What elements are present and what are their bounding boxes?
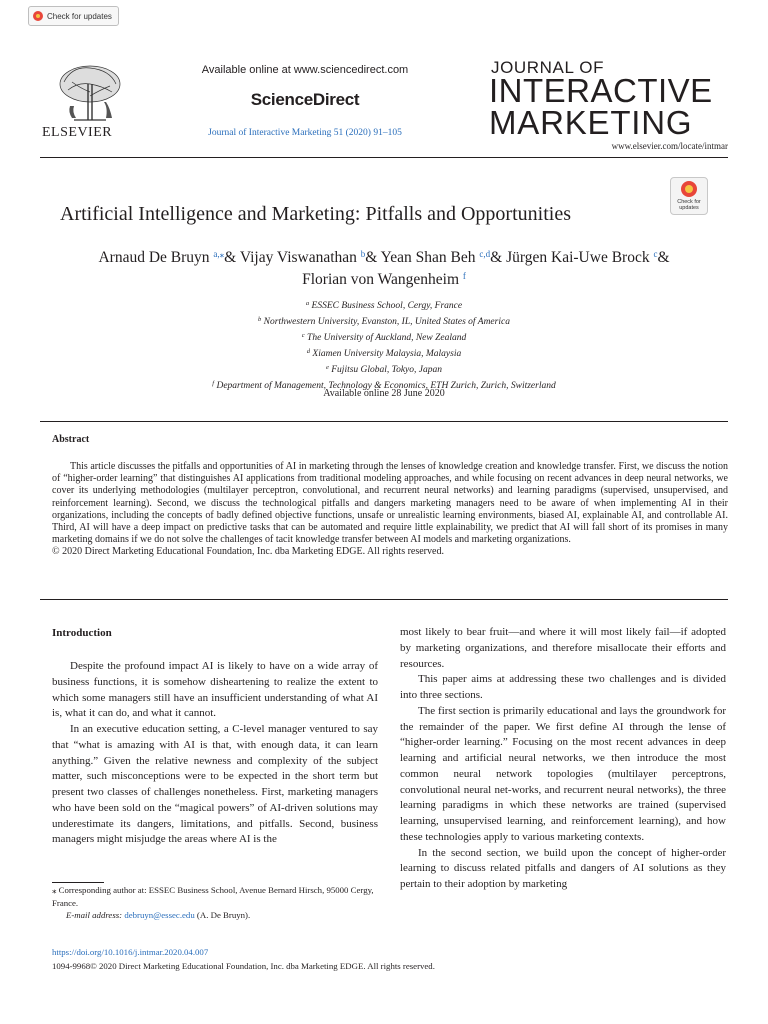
affiliation: $^e$ Fujitsu Global, Tokyo, Japan [325, 364, 442, 375]
author-affil-sup[interactable]: a,⁎ [213, 249, 225, 259]
available-online-link[interactable]: Available online at www.sciencedirect.com [201, 64, 409, 76]
paragraph: most likely to bear fruit—and where it will most likely fail—if adopted by marketing organizations, and therefore misallocate their efforts and resources. [400, 626, 726, 670]
author-separator: & [365, 249, 381, 266]
footnote [52, 884, 392, 922]
abstract-heading: Abstract [52, 434, 90, 445]
abstract-top-rule [40, 421, 728, 422]
author-name[interactable]: Yean Shan Beh [380, 249, 476, 266]
abstract-text: This article discusses the pitfalls and opportunities of AI in marketing through the lenses of knowledge creation and knowledge transfer. First, we discuss the notion of “higher-order learning” that distinguishes AI applications from traditional modeling approaches, and while focusing on recent advances in deep neural networks, we cover its underlying methodologies (multilayer perceptron, convolutional, and recurrent neural networks) and learning paradigms (supervised, unsupervised, and reinforcement learning). Second, we discuss the technological pitfalls and dangers marketing managers need to be aware of when implementing AI in their organizations, including the concepts of badly defined objective functions, unsafe or unrealistic learning environments, biased AI, explainable AI, and controllable AI. Third, AI will have a deep impact on predictive tasks that can be automated and require little explainability, we predict that AI will fall short of its promises in many marketing domains if we do not solve the challenges of tacit knowledge transfer between AI models and marketing organizations. [52, 461, 728, 546]
email-link[interactable]: debruyn@essec.edu [124, 910, 195, 920]
affiliation: $^b$ Northwestern University, Evanston, IL, United States of America [258, 316, 510, 327]
paragraph: The first section is primarily educational and lays the groundwork for the remainder of the paper. We first define AI through the lense of “higher-order learning.” Focusing on the most recent advances in deep learning and artificial neural networks, we then introduce the most common neural network topologies (multilayer perceptrons, convolutional neural net-works, and recurrent neural networks), the three learning paradigms in which these networks are trained (supervised learning, unsupervised learning, and reinforcement learning), and how these technologies apply to various marketing contexts. [400, 704, 726, 843]
footnote-rule [52, 882, 104, 883]
elsevier-tree-logo [54, 62, 126, 126]
available-online-date: Available online 28 June 2020 [323, 388, 445, 399]
email-line: E-mail address: debruyn@essec.edu (A. De Bruyn). [66, 910, 251, 920]
affiliation: $^c$ The University of Auckland, New Zealand [301, 332, 467, 343]
author-affil-sup[interactable]: f [462, 271, 466, 281]
abstract-bottom-rule [40, 599, 728, 600]
elsevier-wordmark: ELSEVIER [42, 125, 113, 140]
author-name[interactable]: Florian von Wangenheim [302, 271, 459, 288]
paragraph: This paper aims at addressing these two challenges and is divided into three sections. [400, 673, 726, 701]
paragraph: In an executive education setting, a C-level manager ventured to say that “what is amazing with AI is that, with enough data, it can learn anything.” Given the relative newness and complexity of the subject matter, such misconceptions were to be expected in the short term but present two classes of challenges nonetheless. First, marketing managers who have been sold on the “magical powers” of AI-driven solutions may underestimate its dangers, limitations, and pitfalls. Second, business managers might misjudge the areas where AI is the [52, 723, 378, 846]
paragraph: Despite the profound impact AI is likely to have on a wide array of business functions, it is somehow disheartening to realize the extent to which some managers still have an insufficient understanding of what AI is, what it can do, and what it cannot. [52, 660, 378, 720]
affiliations [140, 297, 628, 393]
introduction-heading: Introduction [52, 627, 112, 639]
author-list [40, 245, 728, 289]
author-name[interactable]: Vijay Viswanathan [239, 249, 357, 266]
check-for-updates-button[interactable] [670, 177, 708, 215]
corresponding-author-note: ⁎ Corresponding author at: ESSEC Business School, Avenue Bernard Hirsch, 95000 Cergy, France. [52, 885, 374, 908]
affiliation: $^a$ ESSEC Business School, Cergy, France [305, 300, 463, 311]
author-name[interactable]: Jürgen Kai-Uwe Brock [506, 249, 650, 266]
left-column [52, 659, 378, 848]
author-name[interactable]: Arnaud De Bruyn [98, 249, 210, 266]
issn-copyright: 1094-9968© 2020 Direct Marketing Educational Foundation, Inc. dba Marketing EDGE. All rights reserved. [52, 961, 435, 971]
journal-logo-line3: MARKETING [489, 104, 693, 141]
journal-reference-link[interactable]: Journal of Interactive Marketing 51 (2020) 91–105 [208, 128, 402, 138]
author-affil-sup[interactable]: b [360, 249, 366, 259]
abstract-body [52, 461, 728, 559]
affiliation: $^d$ Xiamen University Malaysia, Malaysia [306, 348, 462, 359]
affiliation: $^f$ Department of Management, Technology & Economics, ETH Zurich, Zurich, Switzerland [212, 380, 556, 391]
right-column [400, 625, 726, 893]
author-separator: & [224, 249, 240, 266]
crossmark-icon [33, 11, 43, 21]
author-affil-sup[interactable]: c,d [479, 249, 491, 259]
article-title: Artificial Intelligence and Marketing: Pitfalls and Opportunities [60, 203, 571, 225]
journal-logo-line1: JOURNAL OF [491, 58, 605, 77]
crossmark-icon [681, 181, 697, 197]
author-separator: & [657, 249, 670, 266]
doi-link[interactable]: https://doi.org/10.1016/j.intmar.2020.04.007 [52, 947, 209, 957]
abstract-copyright: © 2020 Direct Marketing Educational Foundation, Inc. dba Marketing EDGE. All rights reserved. [52, 546, 444, 558]
check-for-updates-badge[interactable] [28, 6, 119, 26]
sciencedirect-logo[interactable]: ScienceDirect [250, 90, 360, 109]
check-updates-icon-label: Check for updates [677, 199, 701, 211]
journal-logo-line2: INTERACTIVE [489, 72, 713, 109]
author-separator: & [490, 249, 507, 266]
journal-url[interactable]: www.elsevier.com/locate/intmar [611, 141, 728, 151]
check-updates-label: Check for updates [47, 11, 112, 21]
paragraph: In the second section, we build upon the concept of higher-order learning to discuss related pitfalls and dangers of AI solutions as they pertain to their adoption by marketing [400, 846, 726, 890]
header-rule [40, 157, 728, 158]
author-affil-sup[interactable]: c [653, 249, 658, 259]
